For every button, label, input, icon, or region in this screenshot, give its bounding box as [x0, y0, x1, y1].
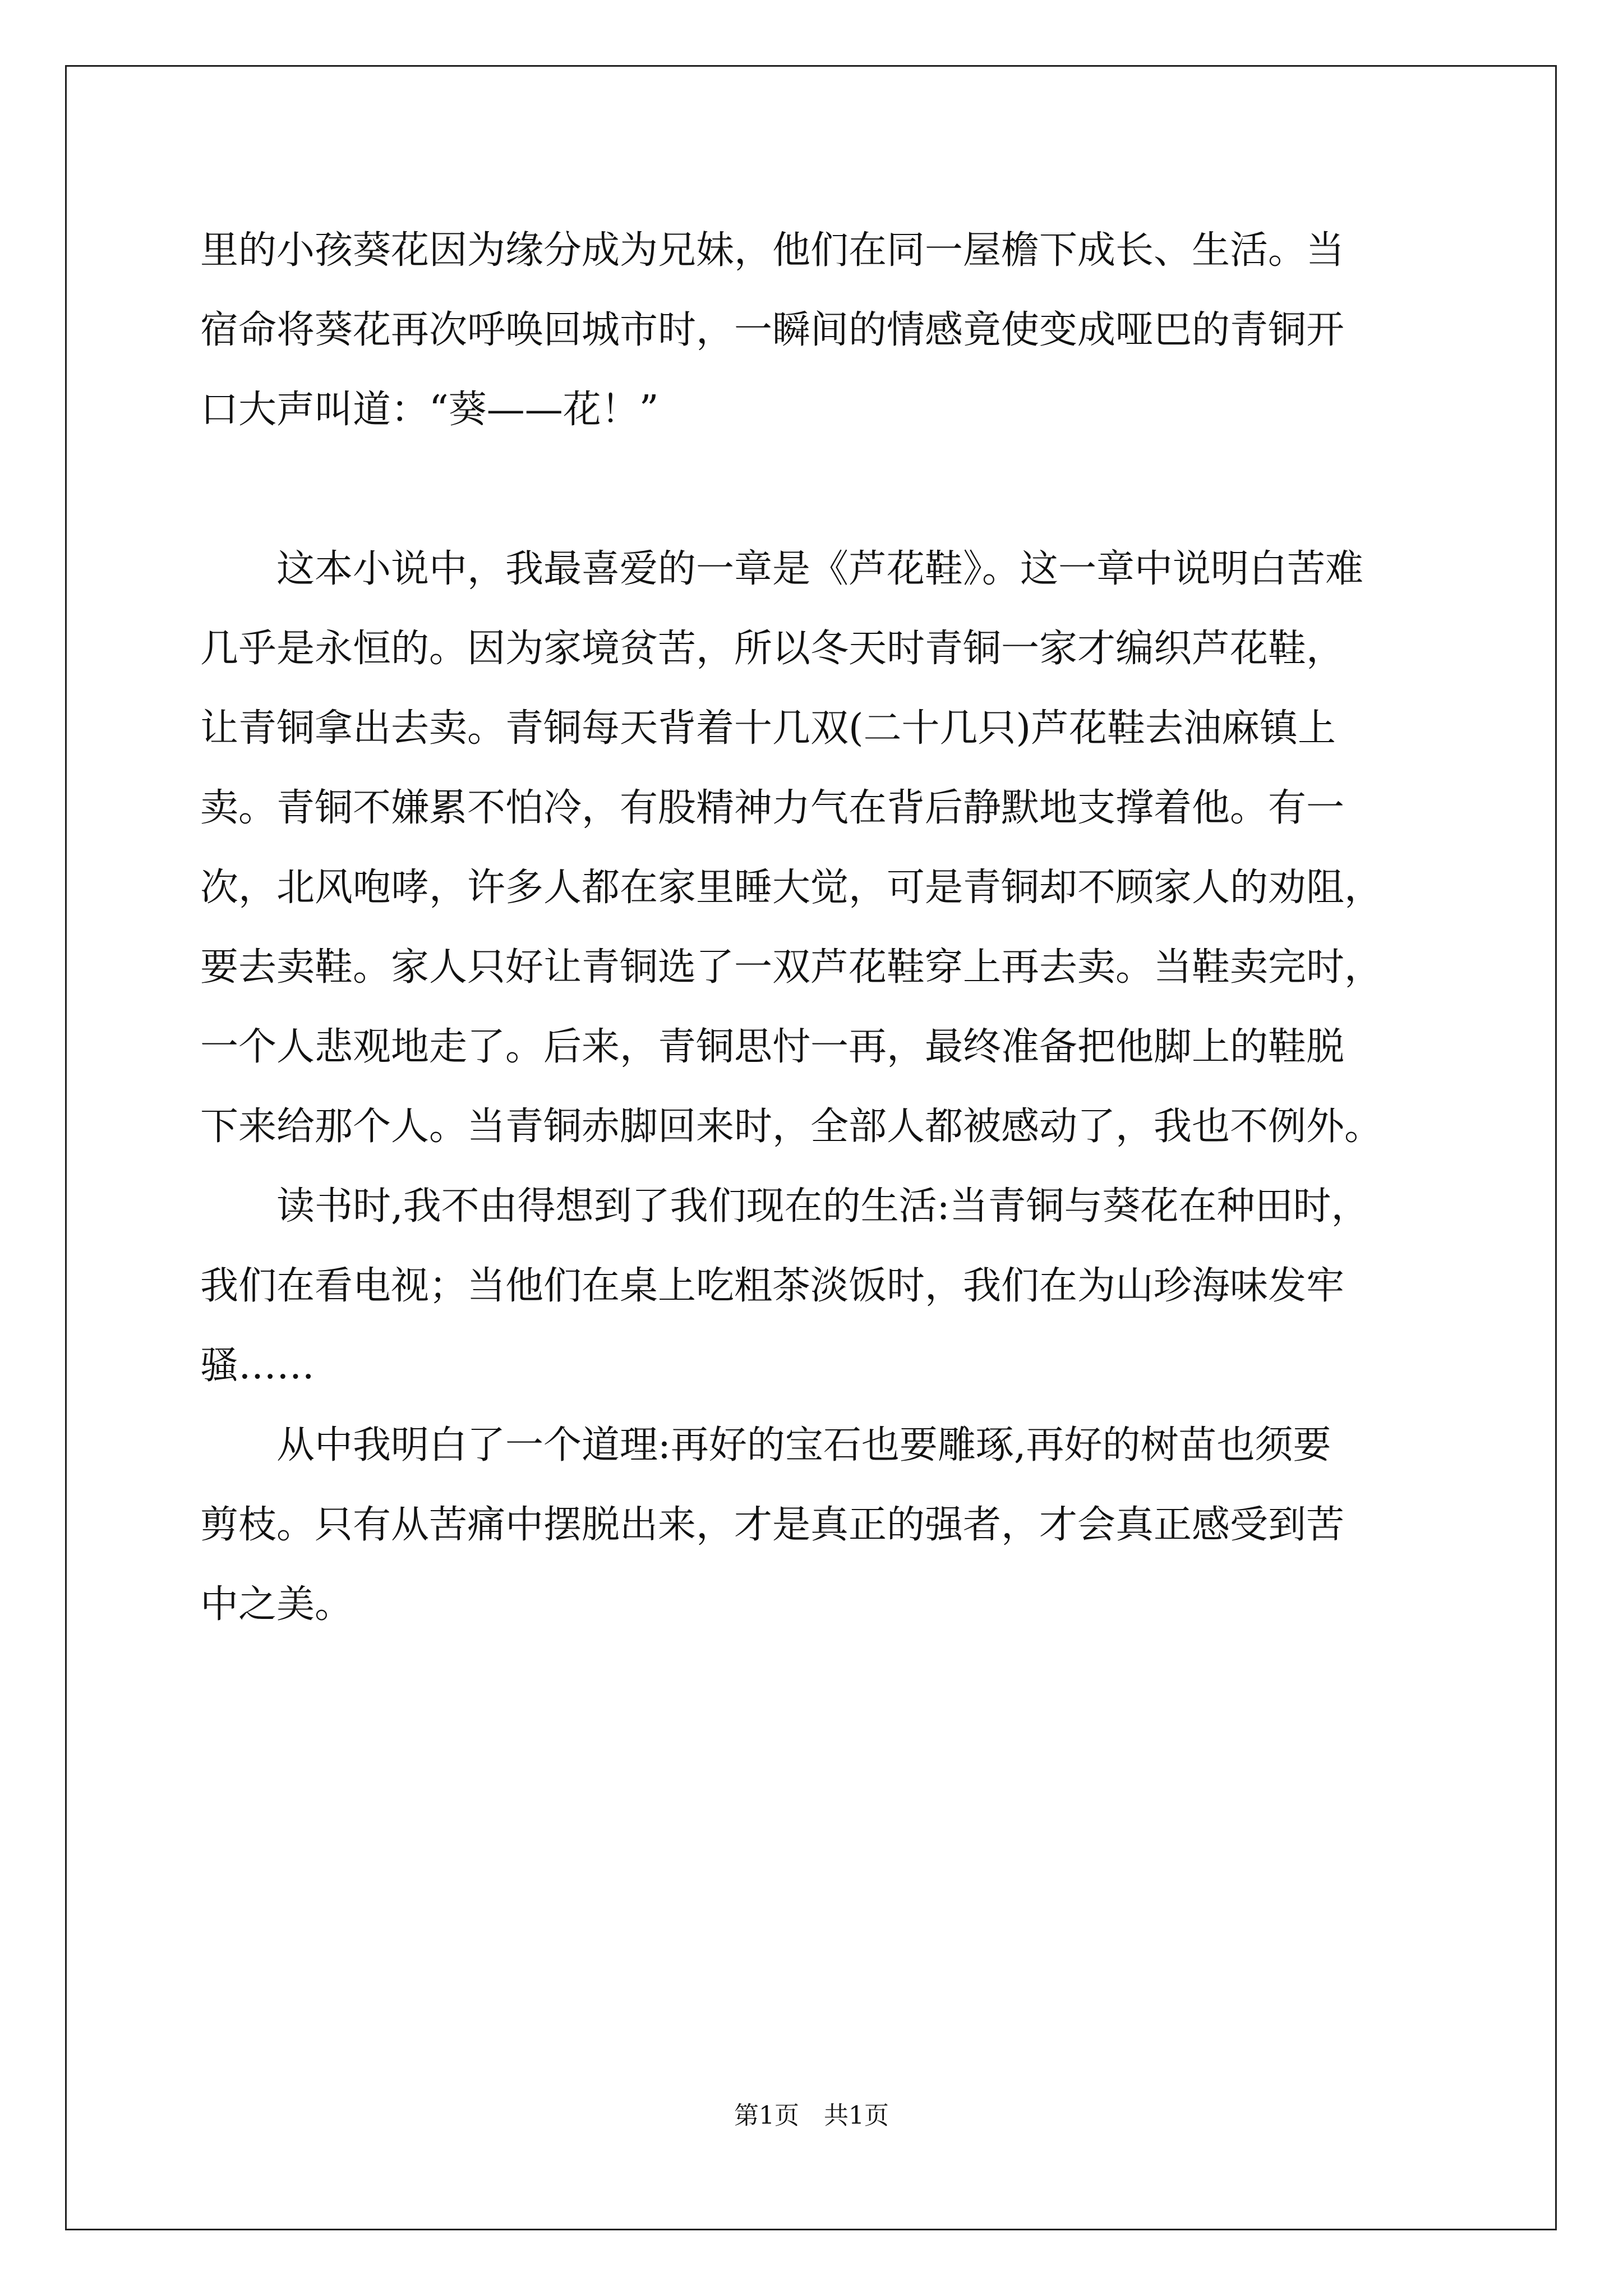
body-text-line: 这本小说中，我最喜爱的一章是《芦花鞋》。这一章中说明白苦难	[200, 547, 1364, 591]
body-text-line: 宿命将葵花再次呼唤回城市时，一瞬间的情感竟使变成哑巴的青铜开	[200, 308, 1345, 352]
body-text-line: 中之美。	[200, 1582, 353, 1627]
page-number-footer: 第1页 共1页	[734, 2101, 889, 2130]
body-text-line: 让青铜拿出去卖。青铜每天背着十几双(二十几只)芦花鞋去油麻镇上	[200, 706, 1336, 751]
body-text-line: 卖。青铜不嫌累不怕冷，有股精神力气在背后静默地支撑着他。有一	[200, 786, 1345, 830]
body-text-line: 从中我明白了一个道理:再好的宝石也要雕琢,再好的树苗也须要	[200, 1423, 1331, 1467]
body-text-line: 口大声叫道：“葵——花！”	[200, 388, 659, 432]
body-text-line: 里的小孩葵花因为缘分成为兄妹，他们在同一屋檐下成长、生活。当	[200, 228, 1345, 273]
body-text-line: 骚……	[200, 1343, 315, 1388]
body-text-line: 要去卖鞋。家人只好让青铜选了一双芦花鞋穿上再去卖。当鞋卖完时，	[200, 945, 1383, 990]
body-text-line: 我们在看电视；当他们在桌上吃粗茶淡饭时，我们在为山珍海味发牢	[200, 1264, 1345, 1308]
body-text-line: 读书时,我不由得想到了我们现在的生活:当青铜与葵花在种田时，	[200, 1184, 1370, 1228]
body-text-line: 下来给那个人。当青铜赤脚回来时，全部人都被感动了，我也不例外。	[200, 1105, 1383, 1149]
body-text-line: 次，北风咆哮，许多人都在家里睡大觉，可是青铜却不顾家人的劝阻，	[200, 866, 1383, 910]
body-text-line: 剪枝。只有从苦痛中摆脱出来，才是真正的强者，才会真正感受到苦	[200, 1503, 1345, 1547]
body-text-line: 几乎是永恒的。因为家境贫苦，所以冬天时青铜一家才编织芦花鞋，	[200, 627, 1345, 671]
body-text-line: 一个人悲观地走了。后来，青铜思忖一再，最终准备把他脚上的鞋脱	[200, 1025, 1345, 1069]
